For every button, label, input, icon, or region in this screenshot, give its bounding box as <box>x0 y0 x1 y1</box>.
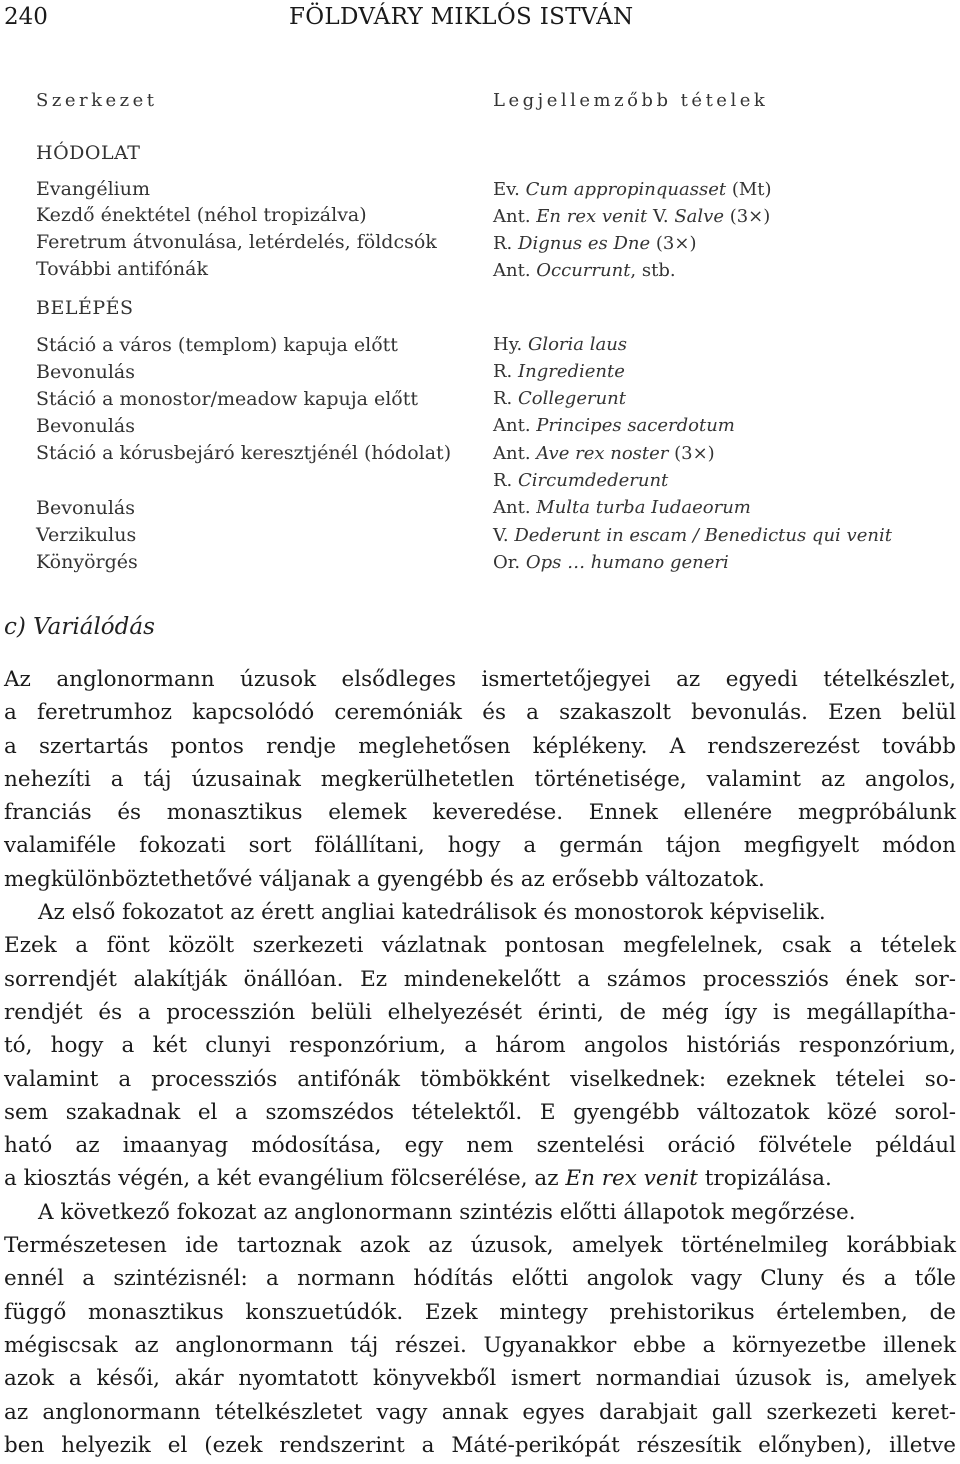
text-line: rendjét és a processzión belüli elhelyezését érinti, de még így is megállapítha- <box>4 999 956 1025</box>
text-line: tó, hogy a két clunyi responzórium, a három angolos históriás responzórium, <box>4 1033 956 1059</box>
text-line: megkülönböztethetővé váljanak a gyengébb és az erősebb változatok. <box>4 866 765 892</box>
table-row-right: R. Circumdederunt <box>493 470 669 491</box>
table-row-left: Kezdő énektétel (néhol tropizálva) <box>36 204 367 226</box>
text-line: nehezíti a táj úzusainak megkerülhetetlen történetisége, valamint az angolos, <box>4 766 956 792</box>
table-row-right: Ant. Principes sacerdotum <box>493 415 735 436</box>
text-line: valamint a processziós antifónák tömbökként viselkednek: ezeknek tételei so- <box>4 1066 956 1092</box>
table-row-left: Bevonulás <box>36 361 136 383</box>
text-line: Természetesen ide tartoznak azok az úzusok, amelyek történelmileg korábbiak <box>4 1233 956 1259</box>
subheading: c) Variálódás <box>4 614 155 640</box>
table-row-left: Evangélium <box>36 178 150 200</box>
table-row-right: Ant. Multa turba Iudaeorum <box>493 497 751 518</box>
text-line: a kiosztás végén, a két evangélium fölcserélése, az En rex venit tropizálása. <box>4 1166 832 1192</box>
running-title: FÖLDVÁRY MIKLÓS ISTVÁN <box>289 4 634 30</box>
table-row-left: Könyörgés <box>36 551 138 573</box>
table-row-left: Stáció a monostor/meadow kapuja előtt <box>36 388 419 410</box>
section-belepes: BELÉPÉS <box>36 297 134 319</box>
table-row-left: Bevonulás <box>36 415 136 437</box>
text-line: a feretrumhoz kapcsolódó ceremóniák és a szakaszolt bevonulás. Ezen belül <box>4 700 956 726</box>
table-row-left: További antifónák <box>36 258 208 280</box>
text-line: A következő fokozat az anglonormann szintézis előtti állapotok megőrzése. <box>38 1199 856 1225</box>
table-row-right: Ant. Ave rex noster (3×) <box>493 443 715 464</box>
table-row-left: Stáció a kórusbejáró keresztjénél (hódolat) <box>36 442 452 464</box>
text-line: sem szakadnak el a szomszédos tételektől. E gyengébb változatok közé sorol- <box>4 1099 956 1125</box>
text-line: ben helyezik el (ezek rendszerint a Máté-perikópát részesítik előnyben), illetve <box>4 1432 956 1458</box>
text-line: ennél a szintézisnél: a normann hódítás előtti angolok vagy Cluny és a tőle <box>4 1266 956 1292</box>
table-row-right: Hy. Gloria laus <box>493 334 628 355</box>
table-row-right: R. Dignus es Dne (3×) <box>493 233 697 254</box>
text-line: Ezek a fönt közölt szerkezeti vázlatnak pontosan megfelelnek, csak a tételek <box>4 933 956 959</box>
text-line: a szertartás pontos rendje meglehetősen képlékeny. A rendszerezést tovább <box>4 733 956 759</box>
col-left-heading: Szerkezet <box>36 90 158 111</box>
table-row-left: Feretrum átvonulása, letérdelés, földcsók <box>36 231 437 253</box>
table-row-right: R. Collegerunt <box>493 388 626 409</box>
text-line: függő monasztikus konszuetúdók. Ezek mintegy prehistorikus értelemben, de <box>4 1299 956 1325</box>
page-header <box>0 0 960 40</box>
text-line: azok a késői, akár nyomtatott könyvekből ismert normandiai úzusok is, amelyek <box>4 1366 956 1392</box>
text-line: mégiscsak az anglonormann táj részei. Ugyanakkor ebbe a környezetbe illenek <box>4 1332 956 1358</box>
page-number: 240 <box>4 4 48 30</box>
text-line: Az anglonormann úzusok elsődleges ismertetőjegyei az egyedi tételkészlet, <box>4 667 956 692</box>
text-line: ható az imaanyag módosítása, egy nem szentelési oráció fölvétele például <box>4 1133 956 1159</box>
text-line: Az első fokozatot az érett angliai katedrálisok és monostorok képviselik. <box>38 900 826 926</box>
table-row-right: R. Ingrediente <box>493 361 625 382</box>
body-text <box>4 663 956 1462</box>
text-line: franciás és monasztikus elemek keveredése. Ennek ellenére megpróbálunk <box>4 800 956 826</box>
table-row-right: Ev. Cum appropinquasset (Mt) <box>493 179 772 200</box>
table-row-right: Or. Ops … humano generi <box>493 552 729 573</box>
text-line: az anglonormann tételkészletet vagy annak egyes darabjait gall szerkezeti keret- <box>4 1399 956 1425</box>
col-right-heading: Legjellemzőbb tételek <box>493 90 769 111</box>
table-row-left: Verzikulus <box>36 524 137 546</box>
section-hodolat: HÓDOLAT <box>36 142 141 164</box>
text-line: valamiféle fokozati sort fölállítani, hogy a germán tájon megfigyelt módon <box>4 833 956 859</box>
table-row-left: Bevonulás <box>36 497 136 519</box>
table-row-left: Stáció a város (templom) kapuja előtt <box>36 334 398 356</box>
table-row-right: V. Dederunt in escam / Benedictus qui venit <box>493 525 892 546</box>
text-line: sorrendjét alakítják önállóan. Ez mindenekelőtt a számos processziós ének sor- <box>4 966 956 992</box>
table-row-right: Ant. Occurrunt, stb. <box>493 260 676 281</box>
table-row-right: Ant. En rex venit V. Salve (3×) <box>493 206 771 227</box>
